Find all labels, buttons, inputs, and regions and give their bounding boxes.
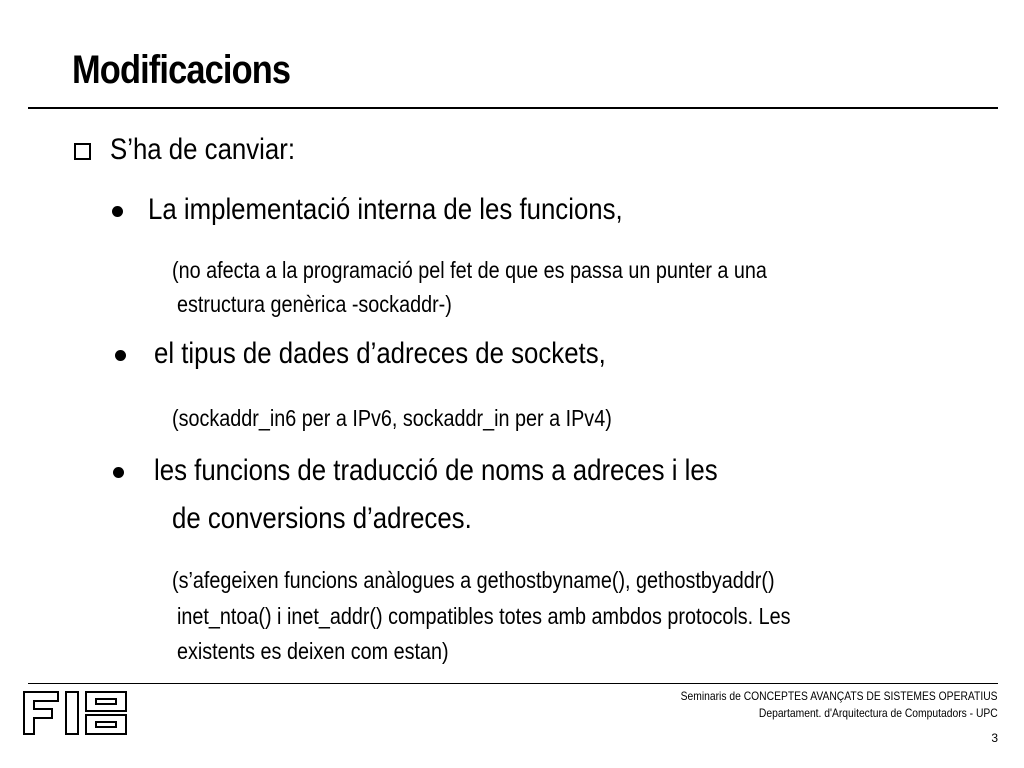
footer-department: Departament. d'Arquitectura de Computadors - UPC bbox=[759, 706, 998, 720]
bullet-text-funcions-traduccio-cont: de conversions d’adreces. bbox=[172, 502, 472, 535]
note-line: existents es deixen com estan) bbox=[177, 638, 449, 664]
note-line: (sockaddr_in6 per a IPv6, sockaddr_in per a IPv4) bbox=[172, 405, 612, 431]
square-bullet-icon bbox=[74, 143, 91, 160]
page-title: Modificacions bbox=[72, 48, 291, 92]
note-line: estructura genèrica -sockaddr-) bbox=[177, 291, 452, 317]
footer-seminar-title: Seminaris de CONCEPTES AVANÇATS DE SISTEMES OPERATIUS bbox=[681, 689, 998, 703]
bullet-text-funcions-traduccio: les funcions de traducció de noms a adreces i les bbox=[154, 454, 718, 487]
dot-bullet-icon bbox=[115, 350, 126, 361]
dot-bullet-icon bbox=[113, 467, 124, 478]
footer-divider bbox=[28, 683, 998, 684]
page-number: 3 bbox=[991, 731, 998, 745]
bullet-text-tipus-dades: el tipus de dades d’adreces de sockets, bbox=[154, 337, 606, 370]
bullet-text-canviar: S’ha de canviar: bbox=[110, 133, 296, 166]
bullet-text-implementacio: La implementació interna de les funcions, bbox=[148, 193, 623, 226]
note-line: (s’afegeixen funcions anàlogues a gethostbyname(), gethostbyaddr() bbox=[172, 567, 775, 593]
title-divider bbox=[28, 107, 998, 109]
dot-bullet-icon bbox=[112, 206, 123, 217]
note-line: inet_ntoa() i inet_addr() compatibles totes amb ambdos protocols. Les bbox=[177, 603, 791, 629]
fib-logo bbox=[22, 690, 140, 741]
note-line: (no afecta a la programació pel fet de que es passa un punter a una bbox=[172, 257, 767, 283]
